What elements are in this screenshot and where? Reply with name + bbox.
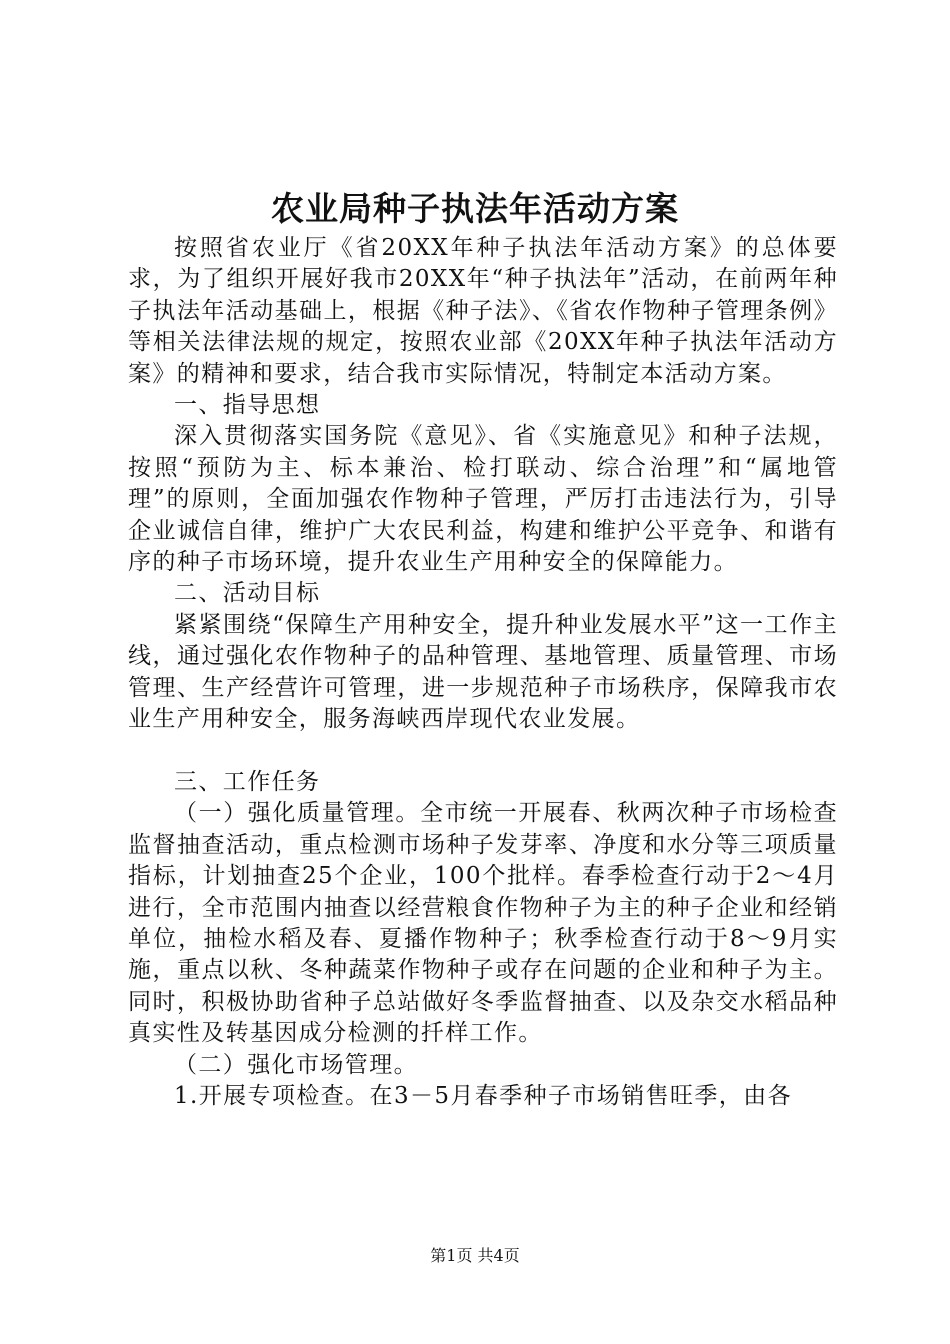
quality-management-paragraph: （一）强化质量管理。全市统一开展春、秋两次种子市场检查监督抽查活动，重点检测市场种子发芽率、净度和水分等三项质量指标，计划抽查25个企业，100个批样。春季检查行动于2～4月进行，全市范围内抽查以经营粮食作物种子为主的种子企业和经销单位，抽检水稻及春、夏播作物种子；秋季检查行动于8～9月实施，重点以秋、冬种蔬菜作物种子或存在问题的企业和种子为主。同时，积极协助省种子总站做好冬季监督抽查、以及杂交水稻品种真实性及转基因成分检测的扦样工作。 bbox=[128, 800, 838, 1047]
special-inspection-paragraph: 1.开展专项检查。在3－5月春季种子市场销售旺季，由各 bbox=[174, 1082, 793, 1109]
activity-goals-paragraph: 紧紧围绕“保障生产用种安全，提升种业发展水平”这一工作主线，通过强化农作物种子的品种管理、基地管理、质量管理、市场管理、生产经营许可管理，进一步规范种子市场秩序，保障我市农业生产用种安全，服务海峡西岸现代农业发展。 bbox=[128, 611, 838, 733]
section-heading-work-tasks: 三、工作任务 bbox=[174, 768, 321, 795]
intro-paragraph: 按照省农业厅《省20XX年种子执法年活动方案》的总体要求，为了组织开展好我市20XX年“种子执法年”活动，在前两年种子执法年活动基础上，根据《种子法》、《省农作物种子管理条例》等相关法律法规的规定，按照农业部《20XX年种子执法年活动方案》的精神和要求，结合我市实际情况，特制定本活动方案。 bbox=[128, 235, 838, 387]
paragraph-spacer bbox=[128, 736, 838, 767]
section-heading-guiding-ideology: 一、指导思想 bbox=[174, 392, 321, 419]
section-heading-activity-goals: 二、活动目标 bbox=[174, 580, 321, 607]
page-footer: 第1页 共4页 bbox=[430, 1246, 520, 1265]
document-body bbox=[128, 233, 838, 1112]
subsection-heading-market-management: （二）强化市场管理。 bbox=[174, 1051, 418, 1078]
document-title: 农业局种子执法年活动方案 bbox=[271, 189, 679, 228]
guiding-ideology-paragraph: 深入贯彻落实国务院《意见》、省《实施意见》和种子法规，按照“预防为主、标本兼治、检打联动、综合治理”和“属地管理”的原则，全面加强农作物种子管理，严厉打击违法行为，引导企业诚信自律，维护广大农民利益，构建和维护公平竞争、和谐有序的种子市场环境，提升农业生产用种安全的保障能力。 bbox=[128, 423, 838, 576]
